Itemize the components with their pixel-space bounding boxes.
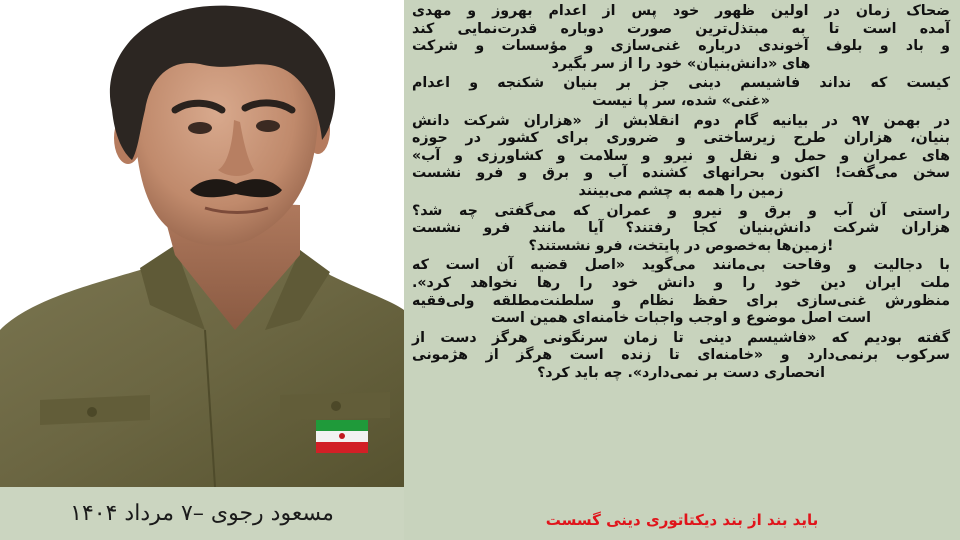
statement-panel bbox=[404, 0, 960, 540]
statement-line: در بهمن ۹۷ در بیانیه گام دوم انقلابش از «هزاران شرکت دانش bbox=[412, 112, 950, 129]
statement-paragraph bbox=[412, 203, 950, 256]
statement-line: های «دانش‌بنیان» خود را از سر بگیرد bbox=[551, 55, 811, 72]
portrait-photo bbox=[0, 0, 404, 487]
statement-line: راستی آن آب و برق و نیرو و عمران که می‌گفتی چه شد؟ bbox=[412, 202, 950, 219]
statement-line: زمین را همه به چشم می‌بینند bbox=[578, 182, 784, 199]
photo-caption: مسعود رجوی –۷ مرداد ۱۴۰۴ bbox=[0, 487, 404, 540]
flag-patch-icon bbox=[316, 420, 368, 453]
statement-text bbox=[412, 3, 950, 384]
statement-line: ضحاک زمان در اولین ظهور خود پس از اعدام بهروز و مهدی bbox=[412, 3, 950, 19]
statement-paragraph bbox=[412, 257, 950, 327]
statement-paragraph bbox=[412, 3, 950, 73]
statement-line: گفته بودیم که «فاشیسم دینی تا زمان سرنگونی هرگز دست از bbox=[412, 329, 950, 346]
statement-line: هزاران شرکت دانش‌بنیان کجا رفتند؟ آیا مانند فرو نشست bbox=[412, 220, 950, 237]
statement-line: کیست که نداند فاشیسم دینی جز بر بنیان شکنجه و اعدام bbox=[412, 75, 950, 92]
statement-line: آمده است تا به مبتذل‌ترین صورت دوباره قدرت‌نمایی کند bbox=[412, 20, 950, 37]
statement-line: انحصاری دست بر نمی‌دارد». چه باید کرد؟ bbox=[537, 364, 825, 381]
statement-line: های عمران و حمل و نقل و نیرو و سلامت و کشاورزی و آب» bbox=[412, 147, 950, 164]
statement-line: بنیان، هزاران طرح زیرساختی و ضروری برای کشور در حوزه bbox=[412, 130, 950, 147]
statement-paragraph bbox=[412, 330, 950, 383]
statement-paragraph bbox=[412, 75, 950, 110]
headline-slogan: باید بند از بند دیکتاتوری دینی گسست bbox=[545, 511, 819, 529]
statement-line: !زمین‌ها به‌خصوص در پایتخت، فرو نشستند؟ bbox=[528, 237, 834, 254]
statement-line: منظورش غنی‌سازی برای حفظ نظام و سلطنت‌مطلقه ولی‌فقیه bbox=[412, 292, 950, 309]
statement-line: و باد و بلوف آخوندی درباره غنی‌سازی و مؤسسات و شرکت bbox=[412, 38, 950, 55]
statement-line: است اصل موضوع و اوجب واجبات خامنه‌ای همین است bbox=[491, 310, 871, 327]
statement-paragraph bbox=[412, 113, 950, 201]
statement-line: «غنی» شده، سر پا نیست bbox=[592, 92, 770, 109]
statement-line: سرکوب برنمی‌دارد و «خامنه‌ای تا زنده است هرگز از هژمونی bbox=[412, 347, 950, 364]
statement-line: ملت ایران دین خود را و دانش خود را رها نخواهد کرد». bbox=[412, 274, 950, 291]
statement-line: سخن می‌گفت! اکنون بحرانهای کشنده آب و برق و فرو نشست bbox=[412, 165, 950, 182]
statement-line: با دجالیت و وقاحت بی‌مانند می‌گوید «اصل قضیه آن است که bbox=[412, 257, 950, 274]
